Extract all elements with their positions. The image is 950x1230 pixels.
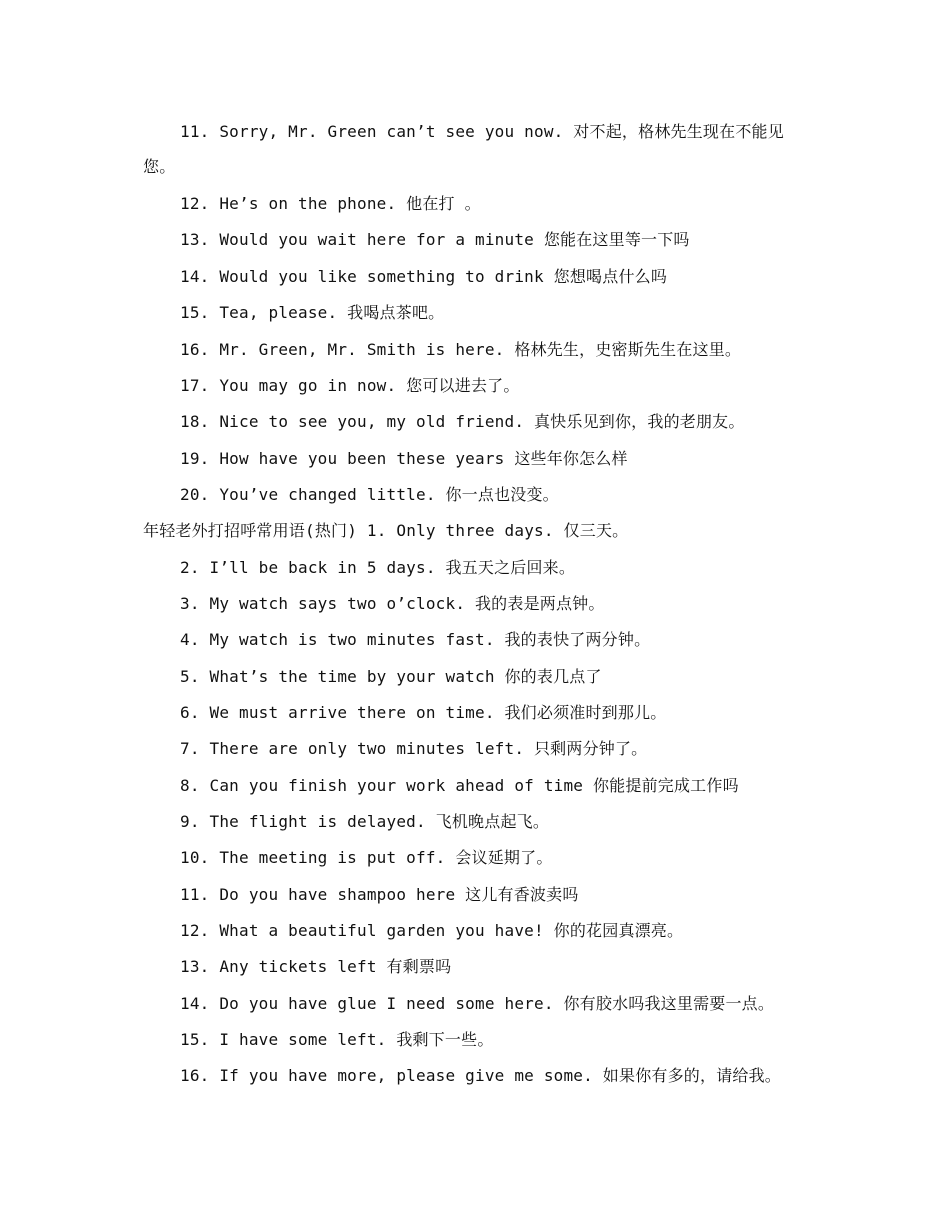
phrase-line-b9: 9. The flight is delayed. 飞机晚点起飞。	[180, 812, 550, 831]
phrase-line-a18: 18. Nice to see you, my old friend. 真快乐见到你，我的老朋友。	[180, 412, 745, 431]
phrase-line-b14: 14. Do you have glue I need some here. 你有胶水吗我这里需要一点。	[180, 994, 775, 1013]
phrase-line-b15: 15. I have some left. 我剩下一些。	[180, 1030, 494, 1049]
phrase-line-a13: 13. Would you wait here for a minute 您能在这里等一下吗	[180, 230, 690, 249]
phrase-line-a11-continued: 您。	[143, 157, 176, 176]
phrase-line-b2: 2. I’ll be back in 5 days. 我五天之后回来。	[180, 558, 576, 577]
phrase-line-a12: 12. He’s on the phone. 他在打 。	[180, 194, 481, 213]
phrase-line-b5: 5. What’s the time by your watch 你的表几点了	[180, 667, 602, 686]
phrase-line-a17: 17. You may go in now. 您可以进去了。	[180, 376, 520, 395]
phrase-line-b3: 3. My watch says two o’clock. 我的表是两点钟。	[180, 594, 605, 613]
phrase-line-b16: 16. If you have more, please give me some. 如果你有多的，请给我。	[180, 1066, 782, 1085]
phrase-line-b7: 7. There are only two minutes left. 只剩两分钟了。	[180, 739, 648, 758]
section-heading-line: 年轻老外打招呼常用语(热门) 1. Only three days. 仅三天。	[143, 521, 629, 540]
phrase-line-a20: 20. You’ve changed little. 你一点也没变。	[180, 485, 559, 504]
phrase-line-a16: 16. Mr. Green, Mr. Smith is here. 格林先生，史密斯先生在这里。	[180, 340, 742, 359]
phrase-line-b11: 11. Do you have shampoo here 这儿有香波卖吗	[180, 885, 579, 904]
phrase-line-b4: 4. My watch is two minutes fast. 我的表快了两分钟。	[180, 630, 651, 649]
phrase-line-b6: 6. We must arrive there on time. 我们必须准时到那儿。	[180, 703, 667, 722]
phrase-line-b8: 8. Can you finish your work ahead of time 你能提前完成工作吗	[180, 776, 739, 795]
phrase-line-a15: 15. Tea, please. 我喝点茶吧。	[180, 303, 445, 322]
phrase-line-b10: 10. The meeting is put off. 会议延期了。	[180, 848, 553, 867]
phrase-line-a11: 11. Sorry, Mr. Green can’t see you now. 对不起，格林先生现在不能见	[180, 122, 784, 141]
phrase-line-a19: 19. How have you been these years 这些年你怎么样	[180, 449, 628, 468]
phrase-line-b13: 13. Any tickets left 有剩票吗	[180, 957, 452, 976]
phrase-line-a14: 14. Would you like something to drink 您想喝点什么吗	[180, 267, 668, 286]
phrase-line-b12: 12. What a beautiful garden you have! 你的花园真漂亮。	[180, 921, 684, 940]
